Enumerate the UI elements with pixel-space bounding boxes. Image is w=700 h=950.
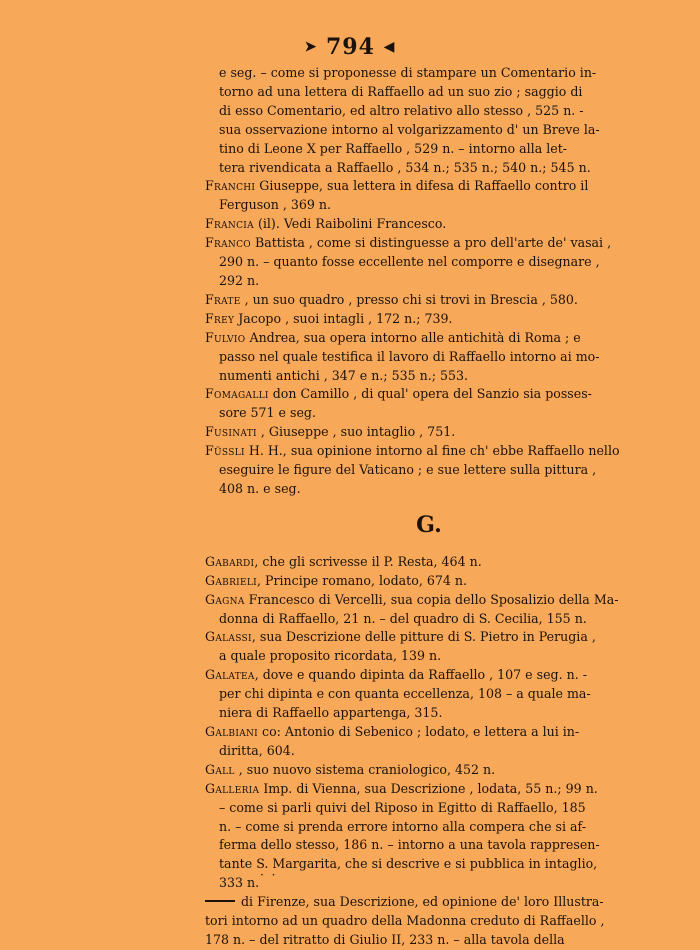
index-entry [205,442,653,499]
index-entry [205,385,653,423]
index-entry [205,628,653,666]
entry-headword: Frate [205,291,241,307]
entry-text: , un suo quadro , presso chi si trovi in Brescia , 580. [240,291,578,307]
entry-text: Francesco di Vercelli, sua copia dello Sposalizio della Ma- [244,591,619,607]
index-entry [205,423,653,442]
entry-cont-line: ferma dello stesso, 186 n. – intorno a una tavola rappresen- [219,837,600,853]
entry-cont-line: Ferguson , 369 n. [219,197,332,213]
entry-first-line [205,591,653,610]
ditto-dash [205,900,235,902]
entry-first-line [205,761,653,780]
index-entry-dash [205,893,653,950]
entry-first-line [205,329,653,348]
entry-text: don Camillo , di qual' opera del Sanzio sia posses- [268,386,592,402]
entry-cont-line: passo nel quale testifica il lavoro di Raffaello intorno ai mo- [219,348,600,364]
entry-first-line [205,553,653,572]
index-entry [205,591,653,629]
entry-first-line [205,310,653,329]
entry-text: (il). Vedi Raibolini Francesco. [253,216,447,232]
footer-mark: · · [260,868,278,882]
entry-text: di Firenze, sua Descrizione, ed opinione de' loro Illustra- [241,894,604,910]
entry-first-line [205,572,653,591]
entry-headword: Franco [205,235,251,251]
entry-first-line [205,215,653,234]
continued-entry [205,64,653,177]
entry-text: Battista , come si distinguesse a pro dell'arte de' vasai , [250,235,612,251]
entry-cont-line: tante S. Margarita, che si descrive e si pubblica in intaglio, [219,856,598,872]
entry-headword: Francia [205,216,254,232]
index-entry [205,234,653,291]
entry-cont-line: 290 n. – quanto fosse eccellente nel comporre e disegnare , [219,254,600,270]
entry-cont-line: tori intorno ad un quadro della Madonna creduto di Raffaello , [205,913,605,929]
entry-headword: Fusinati [205,424,257,440]
entry-cont-line: n. – come si prenda errore intorno alla compera che si af- [219,818,587,834]
entry-headword: Gabrieli [205,572,258,588]
entries-f [205,177,653,498]
entry-headword: Galassi [205,629,252,645]
section-letter-g: G. [416,511,442,538]
entry-first-line [205,780,653,799]
index-entry [205,572,653,591]
entry-cont-line: eseguire le figure del Vaticano ; e sue lettere sulla pittura , [219,462,597,478]
index-entry [205,666,653,723]
entry-cont-line: – come si parli quivi del Riposo in Egitto di Raffaello, 185 [219,799,586,815]
entry-text: Andrea, sua opera intorno alle antichità di Roma ; e [245,329,581,345]
entry-text: Imp. di Vienna, sua Descrizione , lodata, 55 n.; 99 n. [259,780,598,796]
page-header [0,34,700,60]
entry-text: H. H., sua opinione intorno al fine ch' ebbe Raffaello nello [244,443,620,459]
entry-text: Jacopo , suoi intagli , 172 n.; 739. [234,310,453,326]
entries-g [205,553,653,893]
entry-cont-line: 333 n. [219,875,260,891]
entry-cont-line: niera di Raffaello appartenga, 315. [219,705,443,721]
entry-headword: Galatea [205,667,255,683]
entry-first-line [205,423,653,442]
entry-text: co: Antonio di Sebenico ; lodato, e lettera a lui in- [258,724,580,739]
index-entry [205,291,653,310]
entry-first-line [205,666,653,685]
entry-first-line [205,385,653,404]
entry-headword: Frey [205,310,235,326]
entry-cont-line: 178 n. – del ritratto di Giulio II, 233 n. – alla tavola della [205,931,565,947]
entry-first-line [205,628,653,647]
text-line: sua osservazione intorno al volgarizzamento d' un Breve la- [219,121,600,137]
entry-headword: Fulvio [205,329,246,345]
entry-text: Giuseppe, sua lettera in difesa di Raffaello contro il [255,178,589,194]
entry-first-line [205,177,653,196]
entry-headword: Fomagalli [205,386,269,402]
entry-first-line [205,291,653,310]
entry-cont-line: 292 n. [219,272,260,288]
entry-headword: Gabardi [205,553,255,569]
left-ornament-icon: ➤ [304,39,318,55]
text-line: tera rivendicata a Raffaello , 534 n.; 535 n.; 540 n.; 545 n. [219,159,591,175]
entry-headword: Galleria [205,780,260,796]
index-entry [205,553,653,572]
entry-headword: Füssli [205,443,245,459]
entry-first-line [205,723,653,742]
entry-text: , suo nuovo sistema craniologico, 452 n. [234,761,496,777]
entry-headword: Franchi [205,178,256,194]
index-entry [205,723,653,761]
text-line: di esso Comentario, ed altro relativo allo stesso , 525 n. - [219,102,584,118]
entry-text: , Principe romano, lodato, 674 n. [257,572,467,588]
index-entry [205,215,653,234]
index-entry [205,310,653,329]
page-number: 794 [326,34,375,60]
index-entry [205,177,653,215]
text-line: tino di Leone X per Raffaello , 529 n. – intorno alla let- [219,140,568,156]
entry-first-line [205,234,653,253]
entry-cont-line: per chi dipinta e con quanta eccellenza, 108 – a quale ma- [219,686,591,702]
entry-headword: Gall [205,761,235,777]
entry-cont-line: a quale proposito ricordata, 139 n. [219,648,442,664]
entry-cont-line: numenti antichi , 347 e n.; 535 n.; 553. [219,367,469,383]
entry-headword: Gagna [205,591,245,607]
entry-cont-line: donna di Raffaello, 21 n. – del quadro di S. Cecilia, 155 n. [219,610,587,626]
index-text [205,64,653,950]
entry-text: , che gli scrivesse il P. Resta, 464 n. [254,553,482,569]
entry-first-line [205,442,653,461]
text-line: torno ad una lettera di Raffaello ad un suo zio ; saggio di [219,83,583,99]
entry-headword: Galbiani [205,724,259,739]
entry-cont-line: diritta, 604. [219,742,295,758]
index-entry [205,761,653,780]
entry-first-line [219,893,653,912]
right-ornament-icon: ◀ [383,39,396,55]
index-entry [205,329,653,386]
entry-text: , sua Descrizione delle pitture di S. Pietro in Perugia , [251,629,596,645]
entry-cont-line: 408 n. e seg. [219,480,301,496]
entry-cont-line: sore 571 e seg. [219,405,316,421]
entry-text: , Giuseppe , suo intaglio , 751. [256,424,456,440]
entry-text: , dove e quando dipinta da Raffaello , 107 e seg. n. - [254,667,587,683]
text-line: e seg. – come si proponesse di stampare un Comentario in- [219,65,597,80]
